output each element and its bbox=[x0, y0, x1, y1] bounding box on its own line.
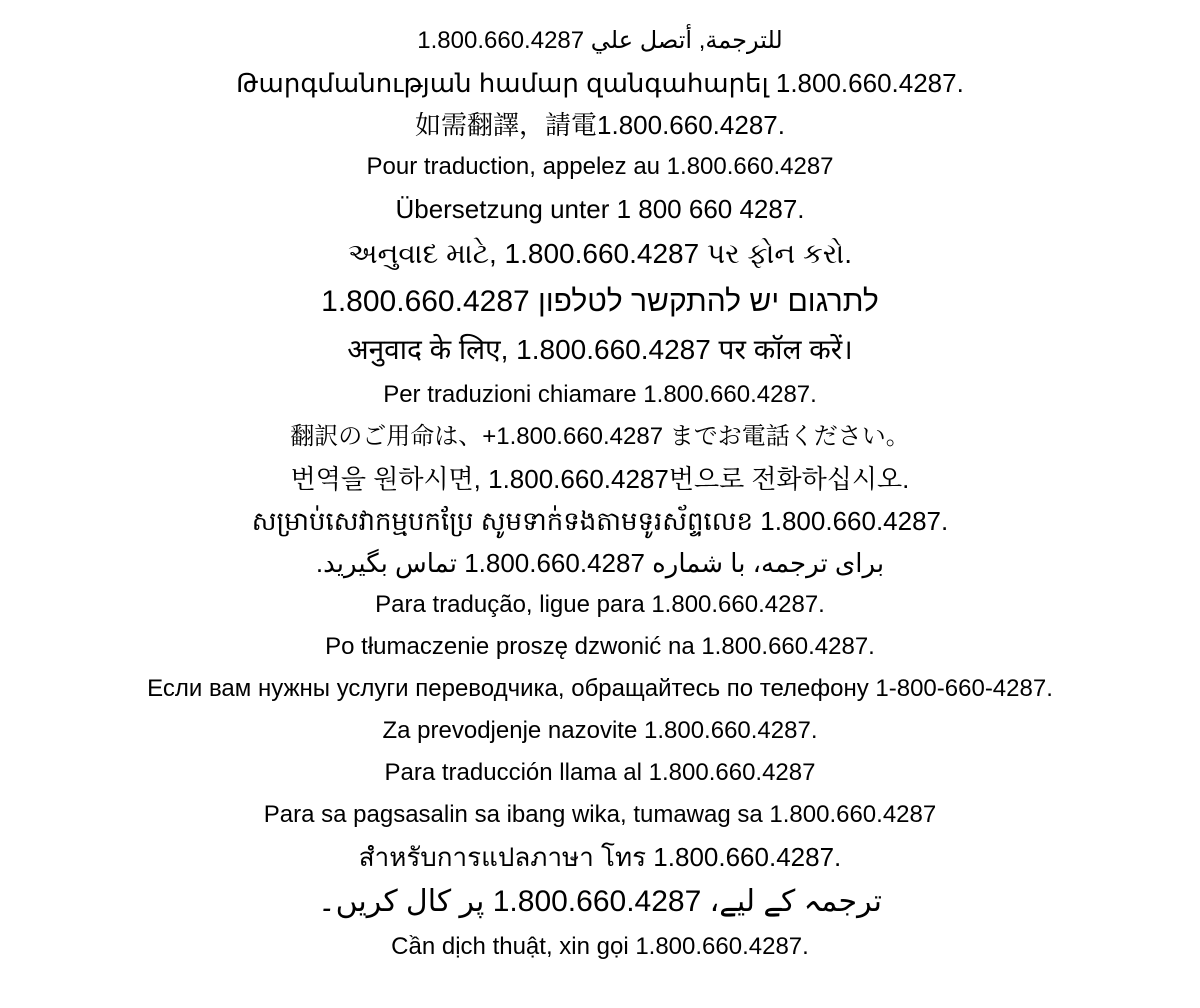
line-chinese: 如需翻譯，請電1.800.660.4287. bbox=[415, 110, 785, 140]
line-arabic: للترجمة, أتصل علي 1.800.660.4287 bbox=[417, 27, 783, 54]
line-armenian: Թարգմանության համար զանգահարել 1.800.660.4287. bbox=[236, 68, 964, 98]
line-japanese: 翻訳のご用命は、+1.800.660.4287 までお電話ください。 bbox=[290, 423, 910, 450]
line-portuguese: Para tradução, ligue para 1.800.660.4287. bbox=[375, 591, 825, 618]
line-hebrew: לתרגום יש להתקשר לטלפון 1.800.660.4287 bbox=[321, 285, 879, 318]
line-french: Pour traduction, appelez au 1.800.660.4287 bbox=[366, 153, 834, 180]
line-vietnamese: Cần dịch thuật, xin gọi 1.800.660.4287. bbox=[391, 933, 809, 960]
line-gujarati: અનુવાદ માટે, 1.800.660.4287 પર ફોન કરો. bbox=[347, 238, 853, 269]
line-khmer: សម្រាប់សេវាកម្មបកប្រែ សូមទាក់ទងតាមទូរស័ព្ទលេខ 1.800.660.4287. bbox=[251, 506, 949, 536]
line-tagalog: Para sa pagsasalin sa ibang wika, tumawag sa 1.800.660.4287 bbox=[263, 801, 937, 828]
line-russian: Если вам нужны услуги переводчика, обращайтесь по телефону 1-800-660-4287. bbox=[147, 675, 1053, 702]
line-serbian: Za prevodjenje nazovite 1.800.660.4287. bbox=[382, 717, 818, 744]
line-korean: 번역을 원하시면, 1.800.660.4287번으로 전화하십시오. bbox=[290, 464, 910, 494]
line-thai: สำหรับการแปลภาษา โทร 1.800.660.4287. bbox=[358, 842, 842, 872]
line-italian: Per traduzioni chiamare 1.800.660.4287. bbox=[383, 381, 817, 408]
line-german: Übersetzung unter 1 800 660 4287. bbox=[395, 194, 805, 224]
line-persian: برای ترجمه، با شماره 1.800.660.4287 تماس بگیرید. bbox=[315, 548, 885, 578]
line-urdu: ترجمہ کے لیے، 1.800.660.4287 پر کال کریں۔ bbox=[318, 885, 882, 918]
line-hindi: अनुवाद के लिए, 1.800.660.4287 पर कॉल करें। bbox=[347, 334, 853, 365]
line-spanish: Para traducción llama al 1.800.660.4287 bbox=[384, 759, 816, 786]
line-polish: Po tłumaczenie proszę dzwonić na 1.800.660.4287. bbox=[325, 633, 875, 660]
